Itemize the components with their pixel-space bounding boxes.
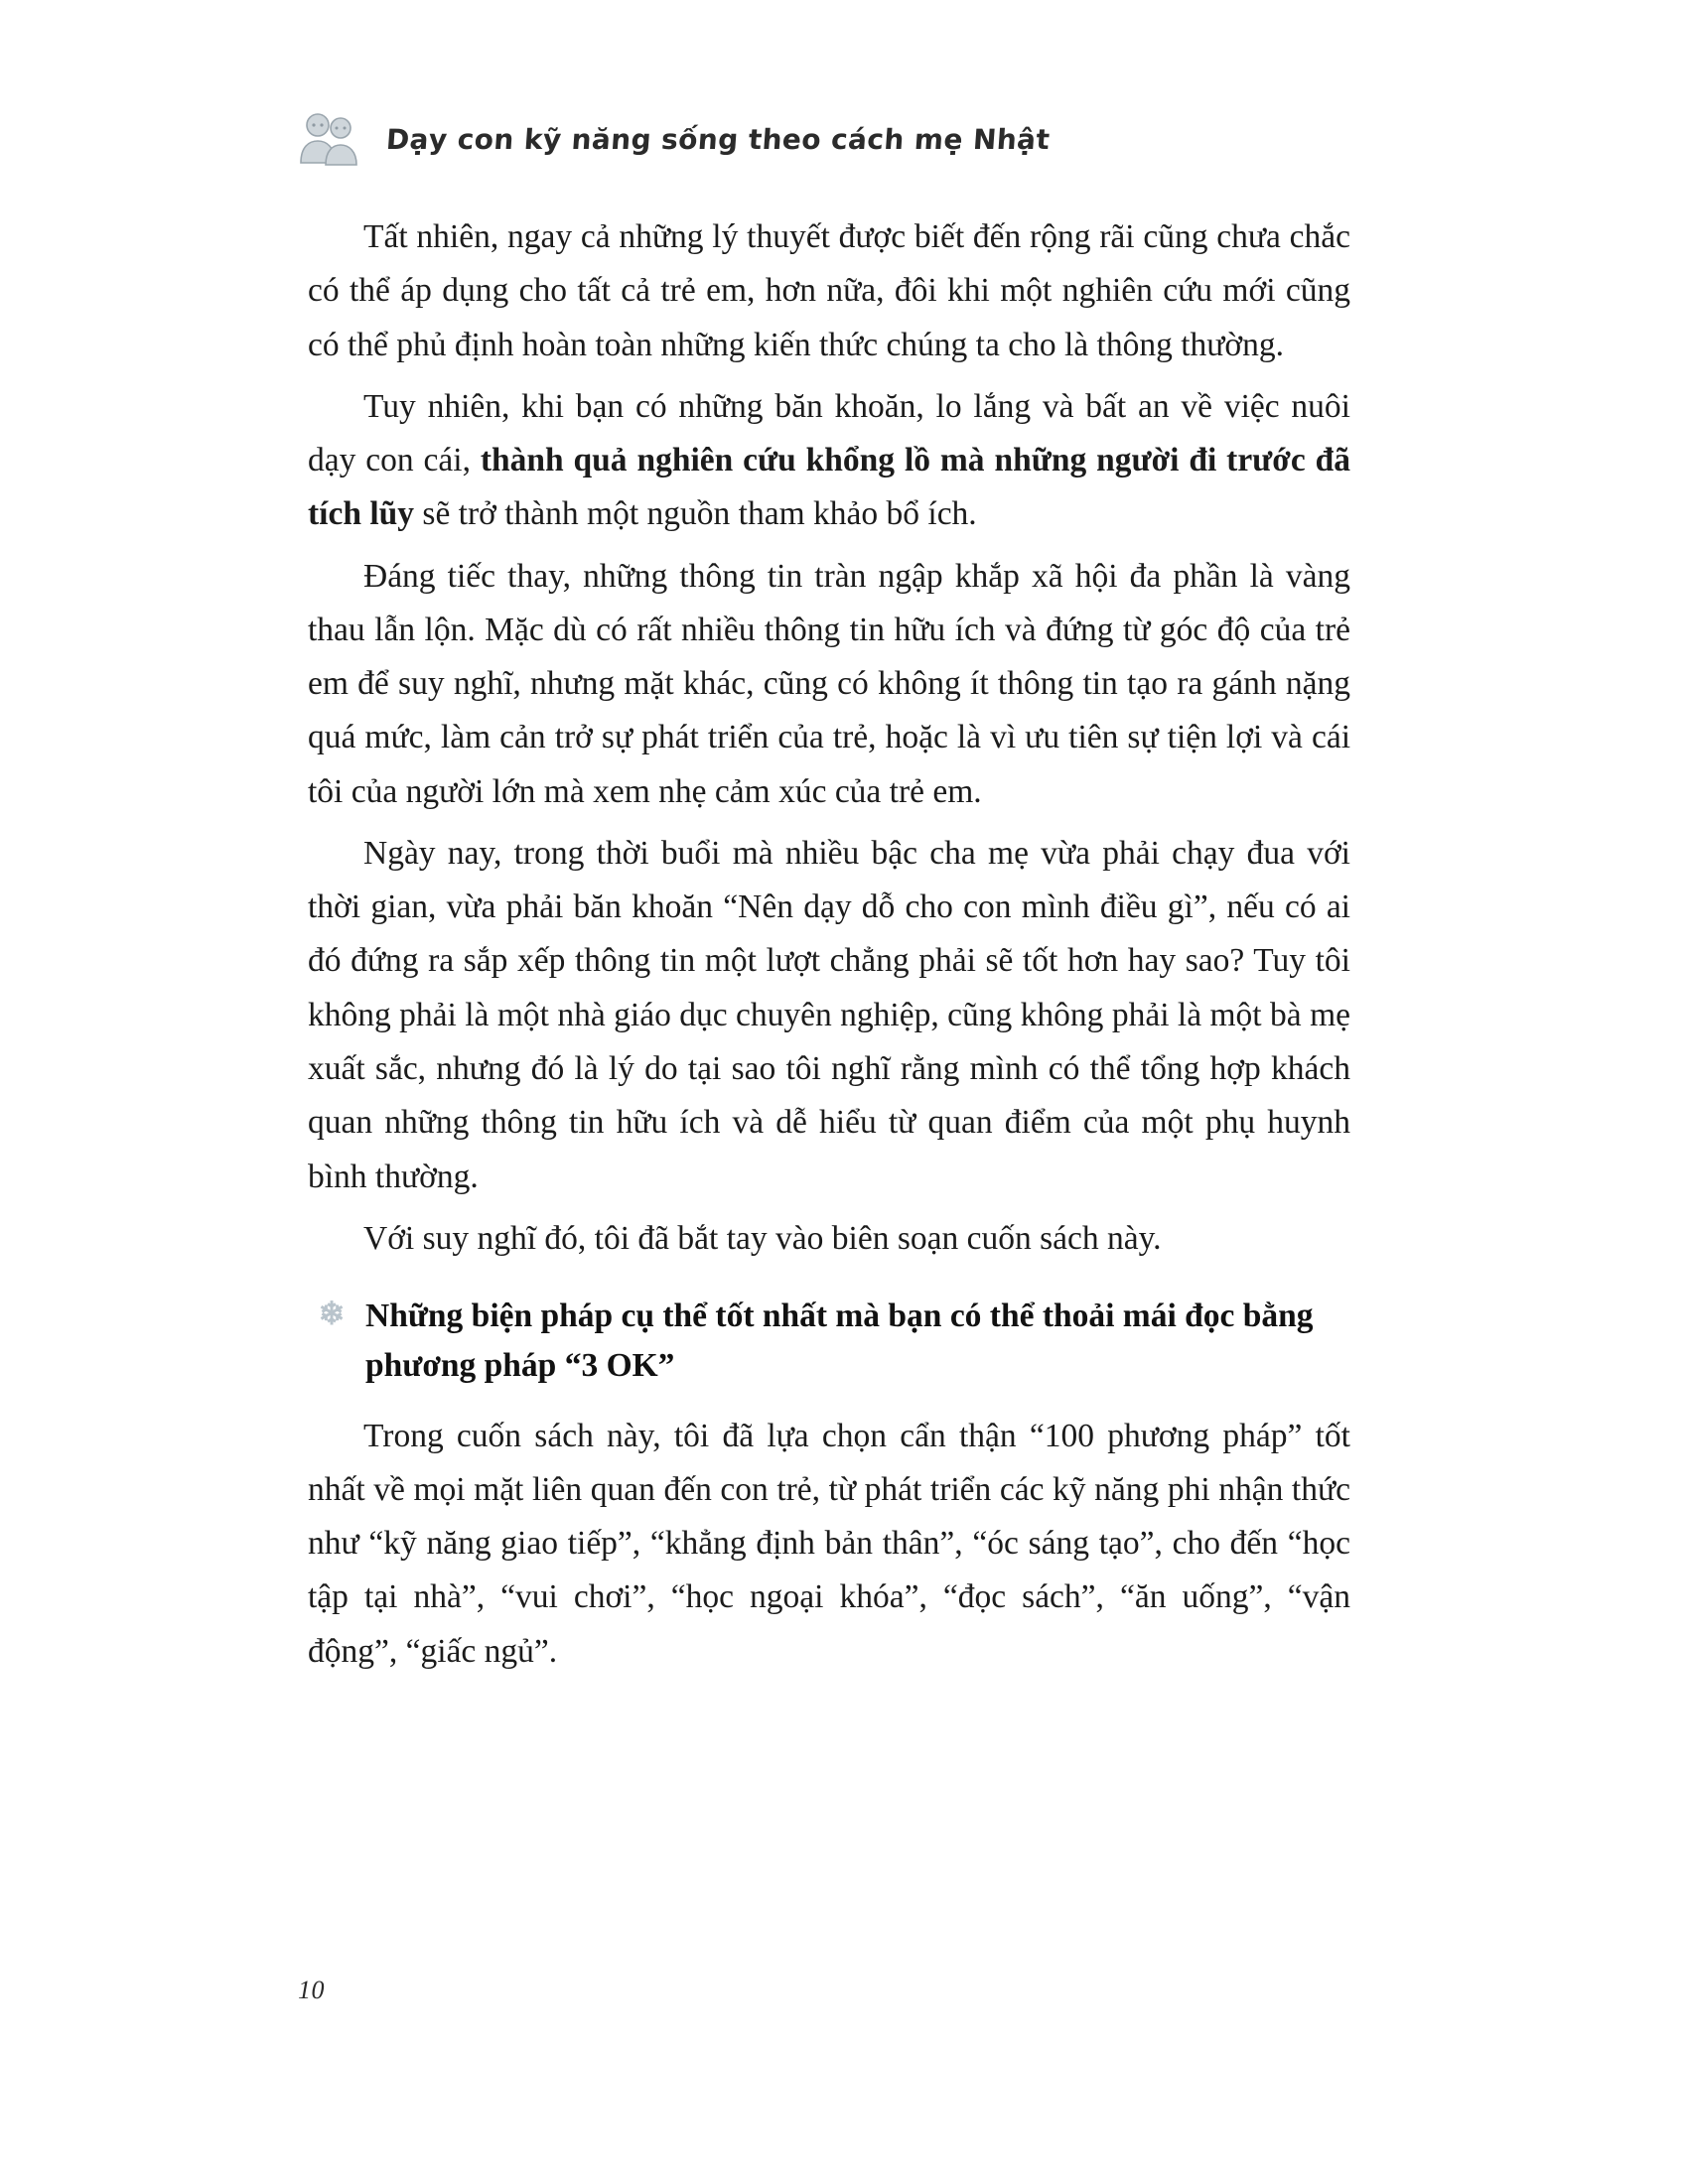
text-run: Trong cuốn sách này, tôi đã lựa chọn cẩn thận “100 phương pháp” tốt nhất về mọi mặt liên quan đến con trẻ, từ phát triển các kỹ năng phi nhận thức như “kỹ năng giao tiếp”, “khẳng định bản thân”, “óc sáng tạo”, cho đến “học tập tại nhà”, “vui chơi”, “học ngoại khóa”, “đọc sách”, “ăn uống”, “vận động”, “giấc ngủ”. (308, 1417, 1350, 1670)
paragraph (308, 550, 1350, 819)
flower-bullet-icon: ❄ (318, 1296, 346, 1332)
section-subheading (308, 1292, 1350, 1392)
text-run: Đáng tiếc thay, những thông tin tràn ngập khắp xã hội đa phần là vàng thau lẫn lộn. Mặc dù có rất nhiều thông tin hữu ích và đứng từ góc độ của trẻ em để suy nghĩ, nhưng mặt khác, cũng có không ít thông tin tạo ra gánh nặng quá mức, làm cản trở sự phát triển của trẻ, hoặc là vì ưu tiên sự tiện lợi và cái tôi của người lớn mà xem nhẹ cảm xúc của trẻ em. (308, 557, 1350, 810)
text-run: Tất nhiên, ngay cả những lý thuyết được biết đến rộng rãi cũng chưa chắc có thể áp dụng cho tất cả trẻ em, hơn nữa, đôi khi một nghiên cứu mới cũng có thể phủ định hoàn toàn những kiến thức chúng ta cho là thông thường. (308, 218, 1350, 363)
paragraph (308, 827, 1350, 1204)
text-run: Tuy nhiên, khi bạn có những băn khoăn, lo lắng và bất an về việc nuôi dạy con cái, (308, 387, 1350, 479)
page-number: 10 (298, 1976, 325, 2004)
paragraph (308, 1212, 1350, 1266)
subheading-text: Những biện pháp cụ thể tốt nhất mà bạn có thể thoải mái đọc bằng phương pháp “3 OK” (365, 1297, 1314, 1385)
page-body (308, 210, 1350, 1679)
text-run-bold: thành quả nghiên cứu khổng lồ mà những người đi trước đã tích lũy (308, 442, 1350, 533)
running-header (293, 99, 1405, 179)
text-run: Với suy nghĩ đó, tôi đã bắt tay vào biên soạn cuốn sách này. (363, 1219, 1162, 1257)
book-title: Dạy con kỹ năng sống theo cách mẹ Nhật (384, 122, 1052, 156)
paragraph (308, 380, 1350, 542)
text-run: Ngày nay, trong thời buổi mà nhiều bậc cha mẹ vừa phải chạy đua với thời gian, vừa phải băn khoăn “Nên dạy dỗ cho con mình điều gì”, nếu có ai đó đứng ra sắp xếp thông tin một lượt chẳng phải sẽ tốt hơn hay sao? Tuy tôi không phải là một nhà giáo dục chuyên nghiệp, cũng không phải là một bà mẹ xuất sắc, nhưng đó là lý do tại sao tôi nghĩ rằng mình có thể tổng hợp khách quan những thông tin hữu ích và dễ hiểu từ quan điểm của một phụ huynh bình thường. (308, 834, 1350, 1195)
text-run: sẽ trở thành một nguồn tham khảo bổ ích. (414, 495, 977, 533)
paragraph (308, 1410, 1350, 1679)
two-children-icon (293, 103, 364, 175)
paragraph (308, 210, 1350, 372)
